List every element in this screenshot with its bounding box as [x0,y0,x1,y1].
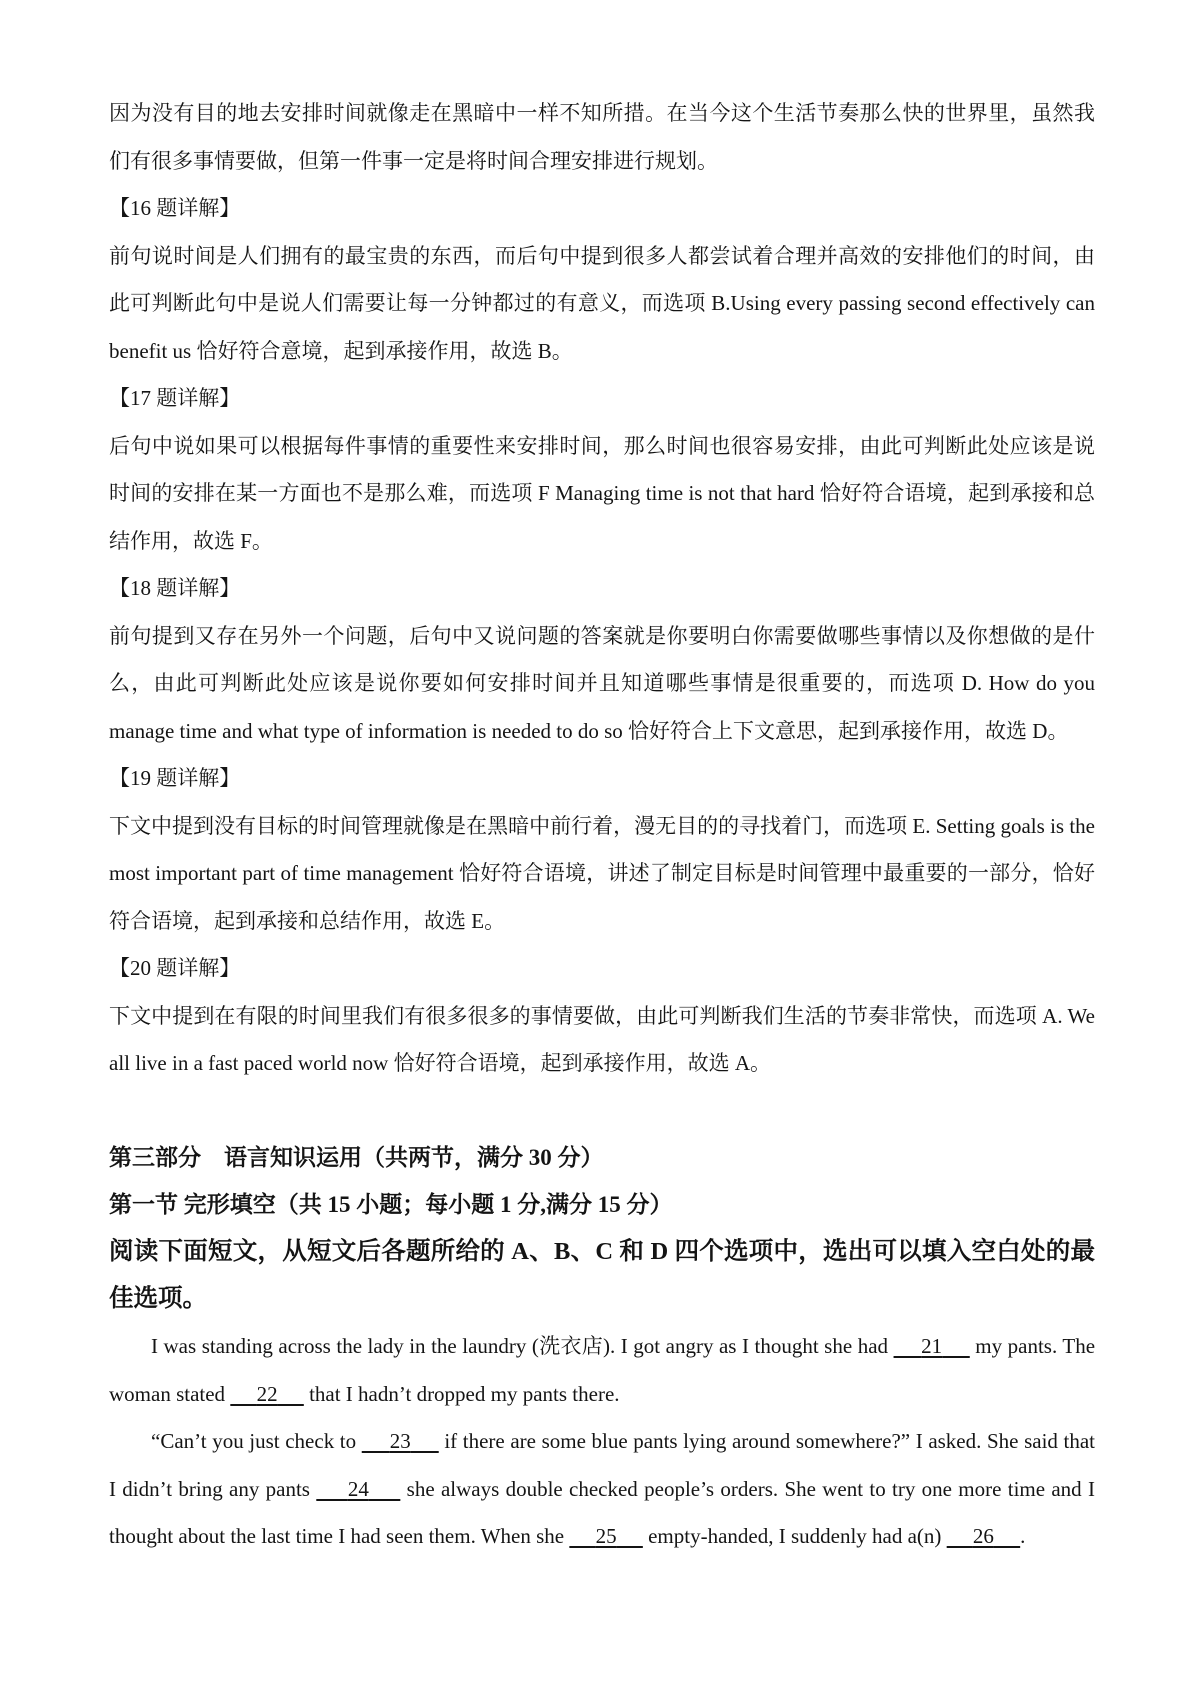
passage-text: my pants. The woman stated [109,1334,1096,1406]
passage-paragraph-2 [109,1418,1095,1561]
explanation-item-16 [109,185,1095,375]
section-instruction: 阅读下面短文，从短文后各题所给的 A、B、C 和 D 四个选项中，选出可以填入空白处的最佳选项。 [109,1237,1095,1312]
passage-text: “Can’t you just check to [151,1429,362,1453]
item-20-heading: 【20 题详解】 [109,956,241,980]
passage-text: that I hadn’t dropped my pants there. [303,1381,620,1406]
passage-text: if there are some blue pants lying around somewhere?” I asked. She said that I didn’t bring any pants [109,1429,1095,1501]
blank-24: 24 [347,1476,369,1501]
intro-paragraph: 因为没有目的地去安排时间就像走在黑暗中一样不知所措。在当今这个生活节奏那么快的世界里，虽然我们有很多事情要做，但第一件事一定是将时间合理安排进行规划。 [109,101,1095,173]
blank-25: 25 [595,1524,617,1548]
explanation-item-18 [109,565,1095,755]
item-18-explanation: 前句提到又存在另外一个问题，后句中又说问题的答案就是你要明白你需要做哪些事情以及你想做的是什么，由此可判断此处应该是说你要如何安排时间并且知道哪些事情是很重要的，而选项 D. How do you manage time and what type of information is needed to do so 恰好符合上下文意思，起到承接作用，故选 D。 [109,623,1095,743]
explanation-item-17 [109,375,1095,565]
item-16-explanation: 前句说时间是人们拥有的最宝贵的东西，而后句中提到很多人都尝试着合理并高效的安排他们的时间，由此可判断此句中是说人们需要让每一分钟都过的有意义，而选项 B.Using every passing second effectively can benefit us 恰好符合意境，起到承接作用，故选 B。 [109,243,1095,363]
passage-text: she always double checked people’s orders. She went to try one more time and I thought about the last time I had seen them. When she [109,1476,1095,1548]
blank-22: 22 [256,1381,278,1406]
blank-21: 21 [921,1334,943,1358]
page-content [109,90,1095,1561]
passage-text: I was standing across the lady in the laundry (洗衣店). I got angry as I thought she had [151,1334,894,1358]
item-18-heading: 【18 题详解】 [109,576,241,600]
passage-text: empty-handed, I suddenly had a(n) [642,1524,947,1548]
item-17-explanation: 后句中说如果可以根据每件事情的重要性来安排时间，那么时间也很容易安排，由此可判断此处应该是说时间的安排在某一方面也不是那么难，而选项 F Managing time is not that hard 恰好符合语境，起到承接和总结作用，故选 F。 [109,433,1095,553]
passage-text: . [1020,1524,1026,1548]
item-17-heading: 【17 题详解】 [109,386,241,410]
part-title: 第三部分 语言知识运用（共两节，满分 30 分） [109,1144,604,1170]
blank-26: 26 [972,1524,994,1548]
explanation-item-20 [109,945,1095,1088]
explanation-item-19 [109,755,1095,945]
item-19-heading: 【19 题详解】 [109,766,241,790]
item-19-explanation: 下文中提到没有目标的时间管理就像是在黑暗中前行着，漫无目的的寻找着门，而选项 E. Setting goals is the most important part of time management 恰好符合语境，讲述了制定目标是时间管理中最重要的一部分，恰好符合语境，起到承接和总结作用，故选 E。 [109,813,1095,933]
blank-23: 23 [389,1429,411,1453]
item-20-explanation: 下文中提到在有限的时间里我们有很多很多的事情要做，由此可判断我们生活的节奏非常快，而选项 A. We all live in a fast paced world now 恰好符合语境，起到承接作用，故选 A。 [109,1003,1095,1075]
subsection-title: 第一节 完形填空（共 15 小题；每小题 1 分,满分 15 分） [109,1191,673,1217]
item-16-heading: 【16 题详解】 [109,196,241,220]
passage-paragraph-1 [109,1323,1095,1418]
